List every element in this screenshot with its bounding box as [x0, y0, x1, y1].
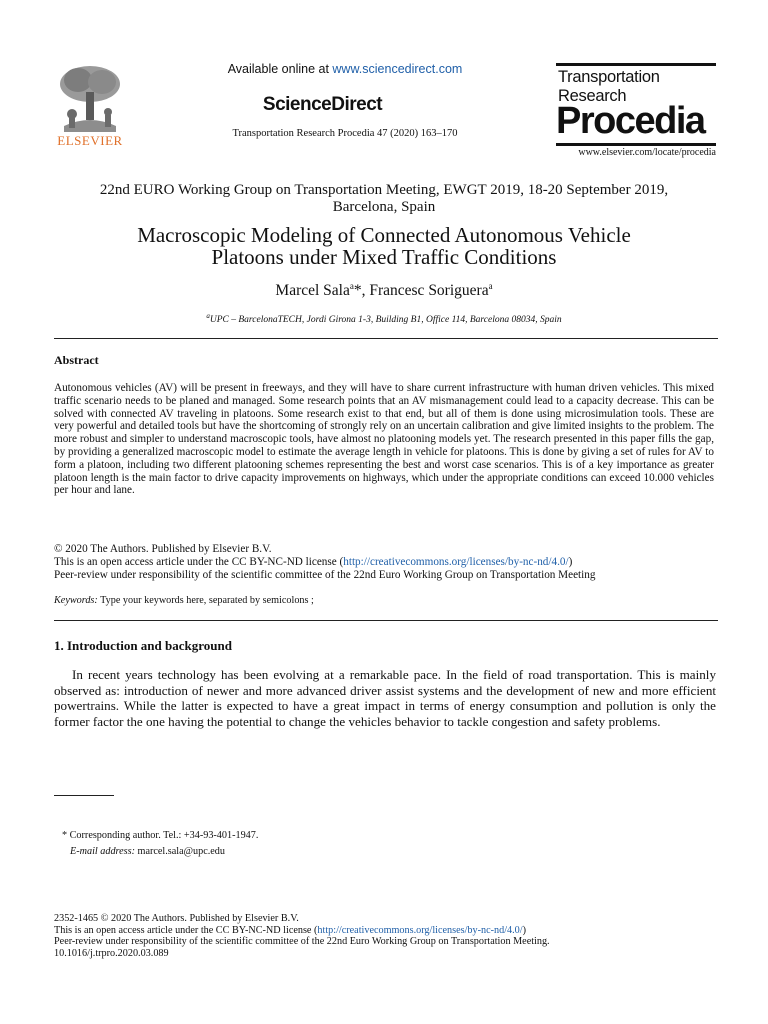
journal-reference: Transportation Research Procedia 47 (2020) 163–170 — [232, 128, 458, 139]
issn-line: 2352-1465 © 2020 The Authors. Published by Elsevier B.V. — [54, 913, 299, 924]
footnote-rule — [54, 795, 114, 796]
doi[interactable]: 10.1016/j.trpro.2020.03.089 — [54, 947, 169, 959]
journal-logo-top-rule — [556, 63, 716, 66]
copyright-line: © 2020 The Authors. Published by Elsevier B.V. — [54, 543, 272, 555]
journal-logo-procedia: Procedia — [556, 100, 705, 142]
abstract-heading: Abstract — [54, 353, 99, 367]
footer-license-link[interactable]: http://creativecommons.org/licenses/by-nc-nd/4.0/ — [317, 924, 523, 936]
corresponding-author: * Corresponding author. Tel.: +34-93-401-1947. — [62, 830, 259, 841]
footer-license-line: This is an open access article under the CC BY-NC-ND license (http://creativecommons.org/licenses/by-nc-nd/4.0/) — [54, 924, 527, 936]
divider-top — [54, 338, 718, 339]
journal-logo-line1: Transportation — [558, 68, 660, 86]
sciencedirect-link[interactable]: www.sciencedirect.com — [332, 62, 463, 76]
intro-paragraph: In recent years technology has been evolving at a remarkable pace. In the field of road transportation. This is mainly observed as: introduction of newer and more advanced driver assist systems and the development of new and more efficient powertrains. While the latter is expected to have a great impact in terms of energy consumption and pollution is only the former factor the one having the potential to change the vehicles behavior to tackle congestion and safety problems. — [54, 667, 716, 729]
sciencedirect-title: ScienceDirect — [262, 94, 383, 115]
abstract-body: Autonomous vehicles (AV) will be present in freeways, and they will have to share current infrastructure with human driven vehicles. This mixed traffic scenario needs to be planed and managed. Some research points that an AV mismanagement could lead to a capacity decrease. This can be solved with connected AV traveling in platoons. Some research exist to that end, but all of them is done using microsimulation tools. These are very powerful and detailed tools but have the shortcoming of strongly rely on an uncertain calibration and give limited insights to the problem. The more robust and simpler to understand macroscopic tools, have almost no platooning models yet. The research presented in this paper fills the gap, by providing a generalized macroscopic model to estimate the average length in vehicle for platoons. This is done by giving a set of rules for AV to form a platoon, including two different platooning schemes representing the best and worst case scenarios. This is of a key importance as greater platoon length is the main factor to drive capacity improvements on highways, which under the appropriate conditions can exceed 10.000 vehicles per hour and lane. — [54, 382, 714, 497]
copyright-block — [54, 543, 714, 582]
section-heading: 1. Introduction and background — [54, 638, 232, 653]
available-online: Available online at www.sciencedirect.com — [227, 62, 463, 76]
affiliation: $^a$UPC – BarcelonaTECH, Jordi Girona 1-3, Building B1, Office 114, Barcelona 08034, Spain — [206, 312, 562, 326]
paper-title — [40, 224, 728, 268]
email-address[interactable]: marcel.sala@upc.edu — [135, 846, 225, 857]
author-1: Marcel Sala — [275, 282, 350, 300]
conference-line-1: 22nd EURO Working Group on Transportation Meeting, EWGT 2019, 18-20 September 2019, — [99, 182, 669, 198]
conference-line-2: Barcelona, Spain — [332, 199, 436, 215]
footer-peer-review: Peer-review under responsibility of the scientific committee of the 22nd Euro Working Group on Transportation Meeting. — [54, 936, 550, 948]
email-line: E-mail address: marcel.sala@upc.edu — [70, 846, 225, 857]
title-line-1: Macroscopic Modeling of Connected Autonomous Vehicle — [137, 223, 631, 247]
divider-bottom — [54, 620, 718, 621]
author-2: Francesc Soriguera — [369, 282, 489, 300]
peer-review-line: Peer-review under responsibility of the scientific committee of the 22nd Euro Working Group on Transportation Meeting — [54, 569, 596, 581]
title-line-2: Platoons under Mixed Traffic Conditions — [211, 245, 557, 269]
keywords: Keywords: Type your keywords here, separated by semicolons ; — [54, 595, 314, 606]
page-footer — [54, 913, 734, 959]
conference-info — [40, 182, 728, 216]
journal-url[interactable]: www.elsevier.com/locate/procedia — [578, 147, 716, 158]
journal-logo-line2: Research — [558, 87, 627, 105]
journal-logo-bottom-rule — [556, 143, 716, 146]
license-line: This is an open access article under the CC BY-NC-ND license (http://creativecommons.org/licenses/by-nc-nd/4.0/) — [54, 556, 573, 568]
license-link[interactable]: http://creativecommons.org/licenses/by-nc-nd/4.0/ — [343, 556, 569, 568]
author-list: Marcel Sala$^a$*, Francesc Soriguera$^a$ — [275, 281, 493, 300]
elsevier-wordmark: ELSEVIER — [57, 133, 123, 148]
